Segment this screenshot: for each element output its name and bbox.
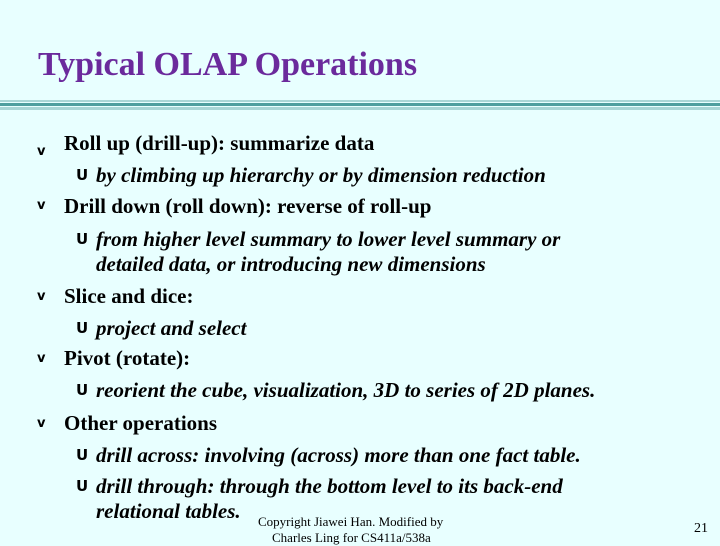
- bullet-item-other-operations: Other operations: [64, 411, 218, 435]
- copyright-notice: Copyright Jiawei Han. Modified by: [258, 514, 444, 529]
- sub-item-continuation: detailed data, or introducing new dimensions: [96, 252, 486, 276]
- bullet-item-roll-up: Roll up (drill-up): summarize data: [64, 131, 375, 155]
- sub-bullet-icon: U: [76, 446, 89, 464]
- sub-bullet-icon: U: [76, 230, 89, 248]
- sub-bullet-icon: U: [76, 319, 89, 337]
- sub-item: reorient the cube, visualization, 3D to series of 2D planes.: [96, 378, 596, 402]
- bullet-icon: v: [37, 351, 46, 366]
- bullet-icon: v: [37, 144, 46, 159]
- copyright-notice-line2: Charles Ling for CS411a/538a: [272, 530, 431, 545]
- sub-bullet-icon: U: [76, 166, 89, 184]
- bullet-icon: v: [37, 198, 46, 213]
- sub-item: project and select: [96, 316, 247, 340]
- page-number: 21: [694, 521, 708, 536]
- bullet-item-pivot: Pivot (rotate):: [64, 346, 191, 370]
- title-divider: [0, 100, 720, 110]
- sub-item: drill across: involving (across) more than one fact table.: [96, 443, 581, 467]
- sub-item: from higher level summary to lower level summary or: [96, 227, 561, 251]
- sub-item-continuation: relational tables.: [96, 499, 241, 523]
- sub-item: drill through: through the bottom level to its back-end: [96, 474, 563, 498]
- bullet-icon: v: [37, 416, 46, 431]
- slide-title: Typical OLAP Operations: [38, 46, 418, 83]
- sub-bullet-icon: U: [76, 477, 89, 495]
- bullet-icon: v: [37, 289, 46, 304]
- bullet-item-slice-dice: Slice and dice:: [64, 284, 194, 308]
- bullet-item-drill-down: Drill down (roll down): reverse of roll-up: [64, 194, 432, 218]
- sub-item: by climbing up hierarchy or by dimension reduction: [96, 163, 546, 187]
- sub-bullet-icon: U: [76, 381, 89, 399]
